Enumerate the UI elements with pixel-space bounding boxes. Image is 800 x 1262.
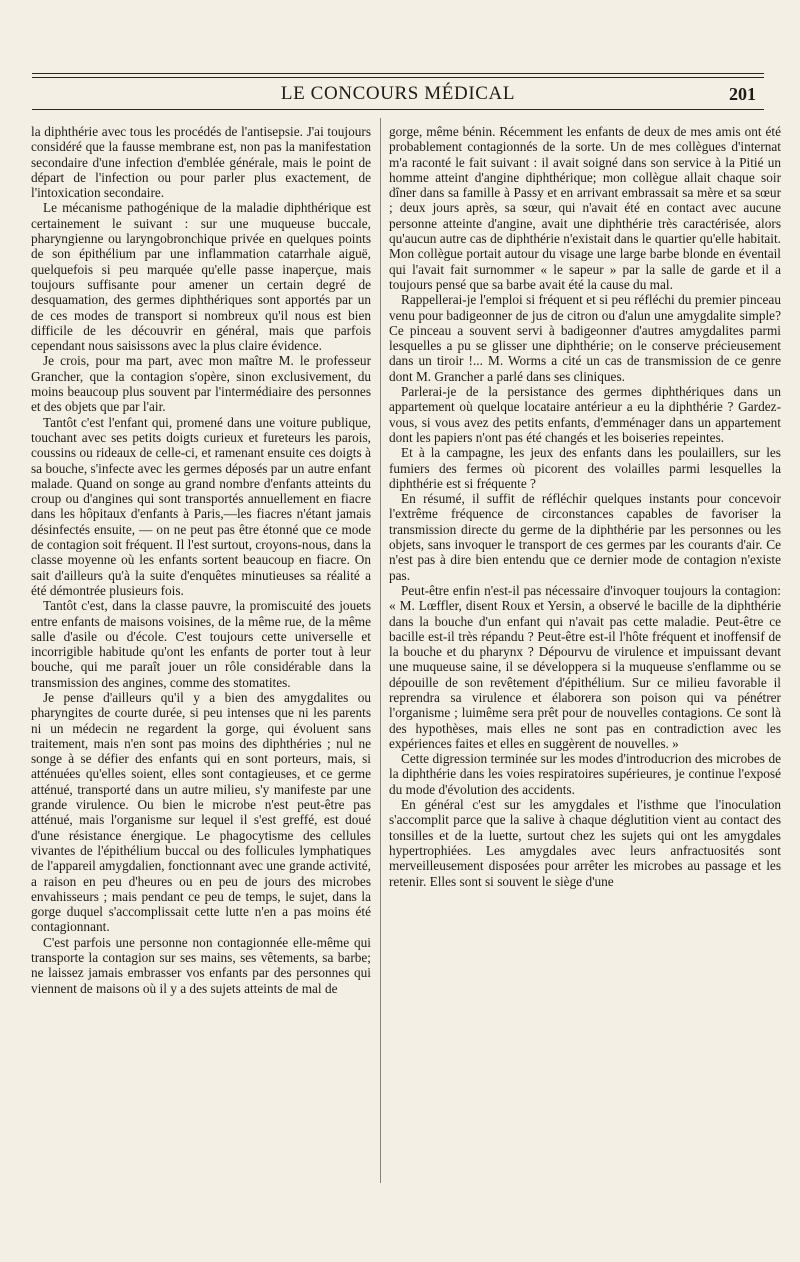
paragraph: En général c'est sur les amygdales et l'isthme que l'inoculation s'accomplit parce que la salive à chaque déglutition vient au contact des tonsilles et de la luette, surtout chez les sujets qui ont les amygdales hypertrophiées. Les amygdales avec leurs anfractuosités sont merveilleusement disposées pour arrêter les microbes au passage et les retenir. Elles sont si souvent le siège d'une: [389, 797, 781, 889]
paragraph: la diphthérie avec tous les procédés de l'antisepsie. J'ai toujours considéré que la fausse membrane est, non pas la manifestation secondaire d'une infection d'emblée générale, mais le point de départ de l'infection ou pour parler plus exactement, de l'intoxication secondaire.: [31, 124, 371, 201]
running-header-title: LE CONCOURS MÉDICAL: [280, 83, 516, 104]
paragraph: Je crois, pour ma part, avec mon maître M. le professeur Grancher, que la contagion s'opère, sinon exclusivement, du moins beaucoup plus souvent par l'intermédiaire des personnes et des objets que par l'air.: [31, 353, 371, 415]
paragraph: Je pense d'ailleurs qu'il y a bien des amygdalites ou pharyngites de courte durée, si peu intenses que ni les parents ni un médecin ne regardent la gorge, qui évoluent sans traitement, mais n'en sont pas moins des diphthéries ; nul ne songe à se défier des enfants qui en sont porteurs, mais, si atténuées qu'elles soient, elles sont contagieuses, et ce germe atténué, transporté dans un autre milieu, s'y manifeste par une grande virulence. Ou bien le microbe n'est peut-être pas atténué, mais l'organisme sur lequel il s'est greffé, est doué d'une résistance énergique. Le phagocytisme des cellules vivantes de l'épithélium buccal ou des follicules lymphatiques de l'appareil amygdalien, fonctionnant avec une grande activité, a raison en peu d'heures ou en peu de jours des microbes envahisseurs ; mais pendant ce peu de temps, le sujet, dans la gorge duquel s'accomplissait cette lutte n'en a pas moins été contagionnant.: [31, 689, 371, 935]
paragraph: Et à la campagne, les jeux des enfants dans les poulaillers, sur les fumiers des fermes où picorent des volailles parmi lesquelles la diphthérie est si fréquente ?: [389, 445, 781, 491]
left-column: [31, 124, 371, 996]
paragraph: En résumé, il suffit de réfléchir quelques instants pour concevoir l'extrême fréquence de circonstances capables de favoriser la transmission directe du germe de la diphthérie par les personnes ou les objets, sans invoquer le transport de ces germes par les courants d'air. Ce n'est pas à dire bien entendu que ce dernier mode de contagion n'existe pas.: [389, 491, 781, 583]
paragraph: Peut-être enfin n'est-il pas nécessaire d'invoquer toujours la contagion: « M. Lœffler, disent Roux et Yersin, a observé le bacille de la diphthérie dans la bouche d'un enfant qui n'avait pas cette maladie. Peut-être ce bacille est-il très répandu ? Peut-être est-il l'hôte fréquent et inoffensif de la bouche et du pharynx ? Dépourvu de virulence et impuissant devant une muqueuse saine, il se développera si la muqueuse s'enflamme ou se dépouille de son revêtement d'épithélium. Sur ce milieu favorable il reprendra sa virulence et élaborera son poison qui va pénétrer l'organisme ; luimême sera prêt pour de nouvelles contagions. Ce sont là des hypothèses, mais elles ne sont pas en contradiction avec les expériences faites et elles en suggèrent de nouvelles. »: [389, 582, 781, 751]
paragraph: Cette digression terminée sur les modes d'introducrion des microbes de la diphthérie dans les voies respiratoires supérieures, je continue l'exposé du mode d'évolution des accidents.: [389, 751, 781, 797]
paragraph: Tantôt c'est l'enfant qui, promené dans une voiture publique, touchant avec ses petits doigts curieux et fureteurs les parois, coussins ou rideaux de celle-ci, et ramenant ensuite ces doigts à sa bouche, s'infecte avec les germes déposés par un autre enfant malade. Quand on songe au grand nombre d'enfants atteints du croup ou d'angines qui sont transportés annuellement en fiacre dans les hôpitaux d'enfants à Paris,—les fiacres n'étant jamais désinfectés ensuite, — on ne peut pas être étonné que ce mode de contagion soit fréquent. Il l'est surtout, croyons-nous, dans la classe moyenne où les enfants sortent beaucoup en fiacre. On sait d'ailleurs qu'à la suite d'enquêtes minutieuses sa réalité a été démontrée plusieurs fois.: [31, 414, 371, 598]
paragraph: C'est parfois une personne non contagionnée elle-même qui transporte la contagion sur ses mains, ses vêtements, sa barbe; ne laissez jamais embrasser vos enfants par des personnes qui viennent de maisons où il y a des sujets atteints de mal de: [31, 934, 371, 996]
right-column: [389, 124, 781, 889]
paragraph: Rappellerai-je l'emploi si fréquent et si peu réfléchi du premier pinceau venu pour badigeonner de jus de citron ou d'alun une amygdalite simple? Ce pinceau a souvent servi à badigeonner d'autres amygdalites parmi lesquelles a pu se glisser une diphthérie; on le conserve précieusement dans un tiroir !... M. Worms a cité un cas de transmission de ce genre dont M. Grancher a parlé dans ses cliniques.: [389, 292, 781, 384]
header-rule-top: [32, 73, 764, 74]
column-divider: [380, 118, 381, 1183]
paragraph: Parlerai-je de la persistance des germes diphthériques dans un appartement où quelque locataire antérieur a eu la diphthérie ? Gardez-vous, si vous avez des petits enfants, d'emménager dans un appartement dont les papiers n'ont pas été changés et les boiseries repeintes.: [389, 384, 781, 445]
paragraph: Tantôt c'est, dans la classe pauvre, la promiscuité des jouets entre enfants de maisons voisines, de la même rue, de la même salle d'asile ou d'école. C'est toujours cette universelle et incorrigible habitude qu'ont les enfants de porter tout à leur bouche, qui me paraît jouer un rôle considérable dans la transmission des angines, comme des stomatites.: [31, 598, 371, 690]
header-rule-top-double: [32, 77, 764, 78]
paragraph: gorge, même bénin. Récemment les enfants de deux de mes amis ont été probablement contagionnés de la sorte. Un de mes collègues d'internat m'a raconté le fait suivant : il avait soigné dans son service à la Pitié un homme atteint d'angine diphthérique; mon collègue allait chaque soir dîner dans sa famille à Passy et en arrivant embrassait sa mère et sa sœur ; deux jours après, sa sœur, qui n'avait été en contact avec aucune personne atteinte d'angine, avait une diphthérie très caractérisée, alors qu'aucun autre cas de diphthérie n'existait dans le quartier qu'elle habitait. Mon collègue portait autour du visage une large barbe blonde en éventail qui l'avait fait surnommer « le sapeur » par la salle de garde et il a toujours pensé que sa barbe avait été la cause du mal.: [389, 124, 781, 292]
header-rule-bottom: [32, 109, 764, 110]
page-number: 201: [729, 84, 756, 104]
paragraph: Le mécanisme pathogénique de la maladie diphthérique est certainement le suivant : sur une muqueuse buccale, pharyngienne ou laryngobronchique privée en quelques points de son épithélium par une inflammation catarrhale aiguë, quelquefois si peu marquée qu'elle passe inaperçue, mais toujours suffisante pour amener un certain degré de desquamation, des germes diphthériques sont apportés par un de ces modes de transport si nombreux qu'il nous est bien difficile de les découvrir en général, mais que parfois cependant nous saisissons avec la plus claire évidence.: [31, 200, 371, 354]
